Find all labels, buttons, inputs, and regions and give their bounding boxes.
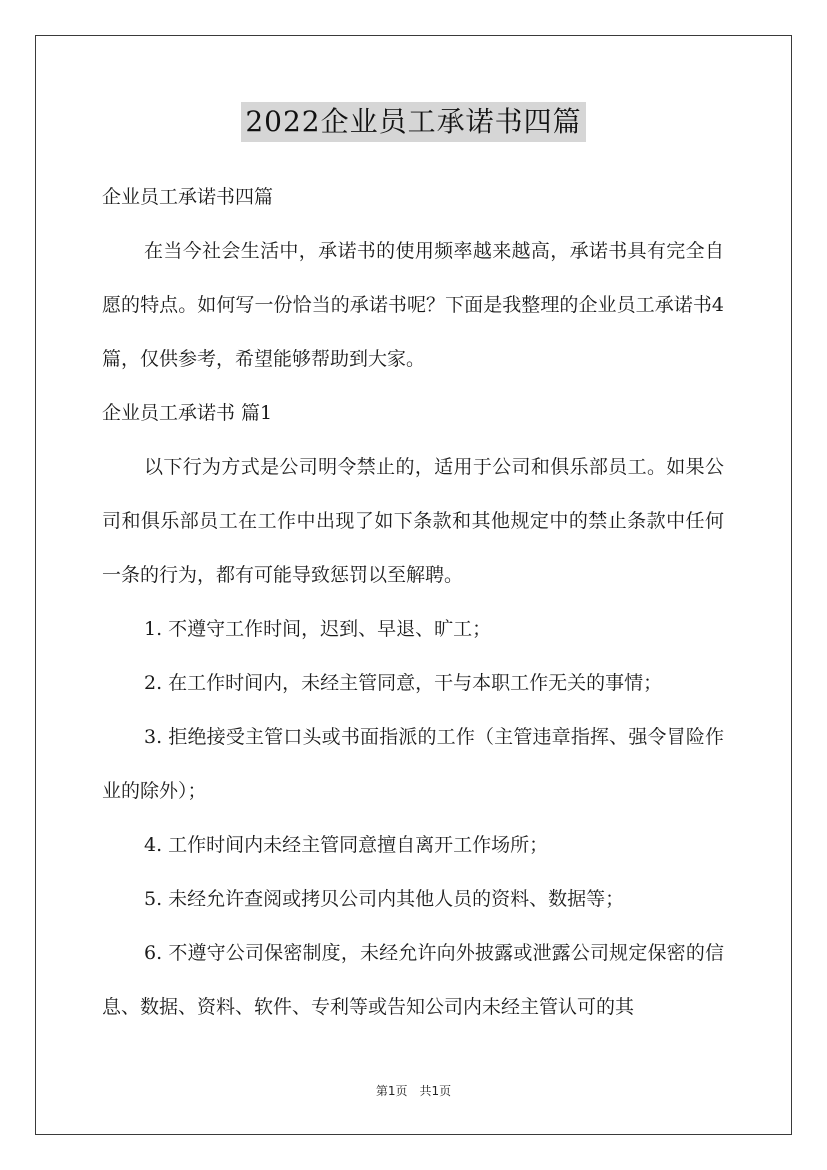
list-item-6: 6. 不遵守公司保密制度，未经允许向外披露或泄露公司规定保密的信息、数据、资料、软件、专利等或告知公司内未经主管认可的其 [102,942,724,1018]
list-item-1: 1. 不遵守工作时间，迟到、早退、旷工； [144,618,492,640]
title-container [0,102,827,142]
document-title: 2022企业员工承诺书四篇 [241,102,585,142]
list-item-3: 3. 拒绝接受主管口头或书面指派的工作（主管违章指挥、强令冒险作业的除外）； [102,726,724,802]
list-item-5: 5. 未经允许查阅或拷贝公司内其他人员的资料、数据等； [144,888,625,910]
subtitle-paragraph: 企业员工承诺书四篇 [102,186,274,208]
section-heading: 企业员工承诺书 篇1 [102,402,273,424]
page-footer: 第1页 共1页 [375,1084,452,1098]
body-paragraph: 以下行为方式是公司明令禁止的，适用于公司和俱乐部员工。如果公司和俱乐部员工在工作中出现了如下条款和其他规定中的禁止条款中任何一条的行为，都有可能导致惩罚以至解聘。 [102,456,724,586]
list-item-2: 2. 在工作时间内，未经主管同意，干与本职工作无关的事情； [144,672,663,694]
intro-paragraph: 在当今社会生活中，承诺书的使用频率越来越高，承诺书具有完全自愿的特点。如何写一份恰当的承诺书呢？下面是我整理的企业员工承诺书4篇，仅供参考，希望能够帮助到大家。 [102,240,724,370]
list-item-4: 4. 工作时间内未经主管同意擅自离开工作场所； [144,834,549,856]
